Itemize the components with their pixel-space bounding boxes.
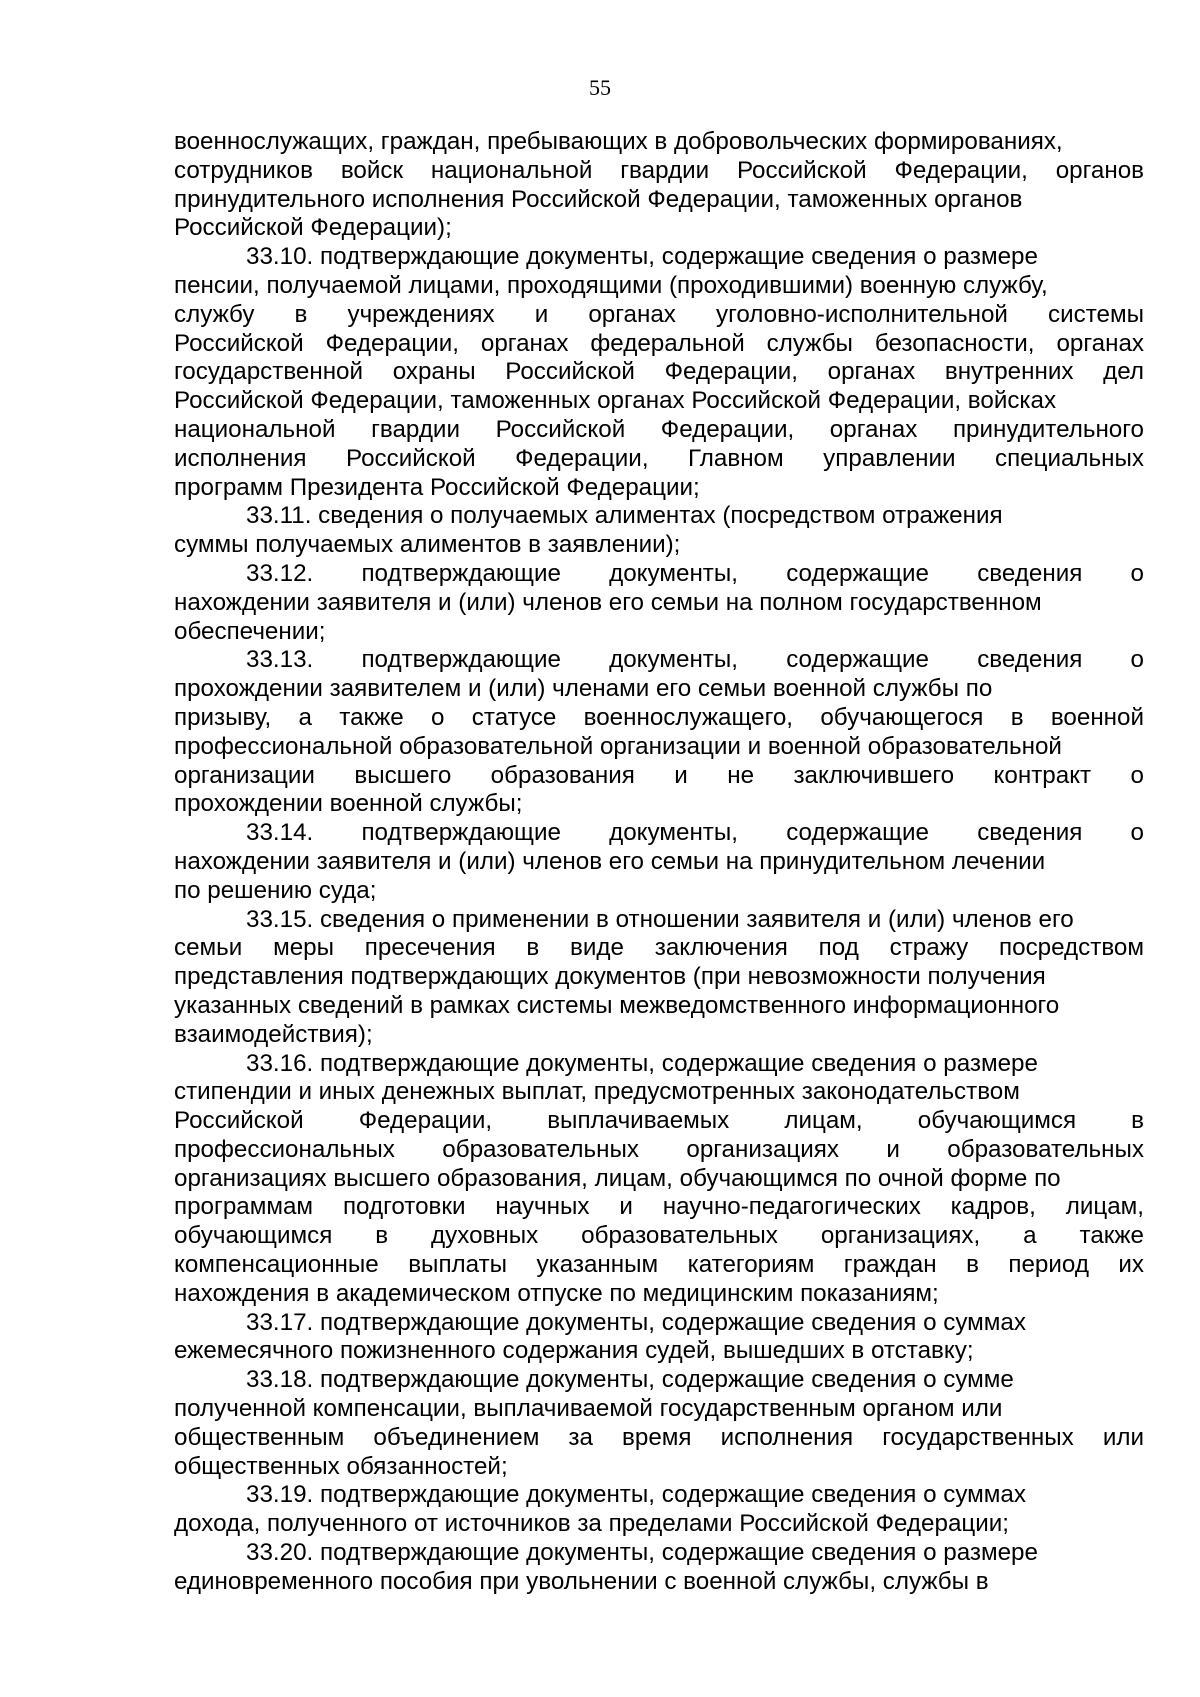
text-line: 33.15. сведения о применении в отношении заявителя и (или) членов его	[246, 905, 1074, 933]
text-line: 33.12. подтверждающие документы, содержащие сведения о	[246, 559, 1144, 587]
text-line: 33.10. подтверждающие документы, содержащие сведения о размере	[246, 243, 1038, 271]
text-line: полученной компенсации, выплачиваемой государственным органом или	[174, 1395, 1003, 1423]
text-line: нахождении заявителя и (или) членов его семьи на полном государственном	[174, 588, 1042, 616]
text-line: представления подтверждающих документов (при невозможности получения	[174, 963, 1046, 991]
text-line: Российской Федерации);	[174, 214, 452, 242]
text-line: 33.11. сведения о получаемых алиментах (посредством отражения	[246, 502, 1003, 530]
page-number: 55	[589, 75, 611, 100]
document-body	[174, 128, 1144, 1597]
text-line: обучающимся в духовных образовательных организациях, а также	[174, 1222, 1144, 1250]
text-line: пенсии, получаемой лицами, проходящими (проходившими) военную службу,	[174, 271, 1048, 299]
text-line: профессиональных образовательных организациях и образовательных	[174, 1135, 1144, 1163]
text-line: организации высшего образования и не заключившего контракт о	[174, 761, 1144, 789]
text-line: стипендии и иных денежных выплат, предусмотренных законодательством	[174, 1078, 1020, 1106]
text-line: программам подготовки научных и научно-педагогических кадров, лицам,	[174, 1193, 1144, 1221]
text-line: Российской Федерации, выплачиваемых лицам, обучающимся в	[174, 1107, 1144, 1135]
text-line: Российской Федерации, органах федеральной службы безопасности, органах	[174, 329, 1144, 357]
text-line: указанных сведений в рамках системы межведомственного информационного	[174, 991, 1060, 1019]
text-line: военнослужащих, граждан, пребывающих в добровольческих формированиях,	[174, 128, 1063, 155]
text-line: 33.13. подтверждающие документы, содержащие сведения о	[246, 646, 1144, 674]
text-line: профессиональной образовательной организации и военной образовательной	[174, 732, 1062, 760]
text-line: принудительного исполнения Российской Федерации, таможенных органов	[174, 185, 1023, 213]
text-line: призыву, а также о статусе военнослужащего, обучающегося в военной	[174, 703, 1144, 731]
text-line: обеспечении;	[174, 617, 326, 645]
text-line: 33.18. подтверждающие документы, содержащие сведения о сумме	[246, 1366, 1014, 1394]
text-line: исполнения Российской Федерации, Главном управлении специальных	[174, 444, 1144, 472]
text-line: национальной гвардии Российской Федерации, органах принудительного	[174, 415, 1144, 443]
text-line: 33.19. подтверждающие документы, содержащие сведения о суммах	[246, 1481, 1026, 1509]
text-line: по решению суда;	[174, 876, 377, 904]
text-line: 33.17. подтверждающие документы, содержащие сведения о суммах	[246, 1308, 1026, 1336]
text-line: дохода, полученного от источников за пределами Российской Федерации;	[174, 1510, 1009, 1538]
text-line: государственной охраны Российской Федерации, органах внутренних дел	[174, 358, 1144, 386]
text-line: службу в учреждениях и органах уголовно-исполнительной системы	[174, 300, 1144, 328]
text-line: сотрудников войск национальной гвардии Российской Федерации, органов	[174, 156, 1144, 184]
text-line: 33.16. подтверждающие документы, содержащие сведения о размере	[246, 1049, 1038, 1077]
text-line: единовременного пособия при увольнении с военной службы, службы в	[174, 1567, 989, 1595]
text-line: 33.14. подтверждающие документы, содержащие сведения о	[246, 819, 1144, 847]
text-line: компенсационные выплаты указанным категориям граждан в период их	[174, 1251, 1144, 1279]
text-line: прохождении заявителем и (или) членами его семьи военной службы по	[174, 675, 993, 703]
text-line: взаимодействия);	[174, 1020, 373, 1048]
text-line: общественным объединением за время исполнения государственных или	[174, 1423, 1144, 1451]
text-line: семьи меры пресечения в виде заключения под стражу посредством	[174, 934, 1144, 962]
text-line: нахождения в академическом отпуске по медицинским показаниям;	[174, 1279, 939, 1307]
text-line: общественных обязанностей;	[174, 1452, 508, 1480]
text-line: суммы получаемых алиментов в заявлении);	[174, 531, 681, 559]
text-line: нахождении заявителя и (или) членов его семьи на принудительном лечении	[174, 847, 1046, 875]
text-line: ежемесячного пожизненного содержания судей, вышедших в отставку;	[174, 1337, 974, 1365]
text-line: организациях высшего образования, лицам, обучающимся по очной форме по	[174, 1164, 1061, 1192]
text-line: прохождении военной службы;	[174, 790, 523, 818]
text-line: 33.20. подтверждающие документы, содержащие сведения о размере	[246, 1539, 1038, 1567]
text-line: Российской Федерации, таможенных органах Российской Федерации, войсках	[174, 387, 1057, 415]
text-line: программ Президента Российской Федерации;	[174, 473, 700, 501]
